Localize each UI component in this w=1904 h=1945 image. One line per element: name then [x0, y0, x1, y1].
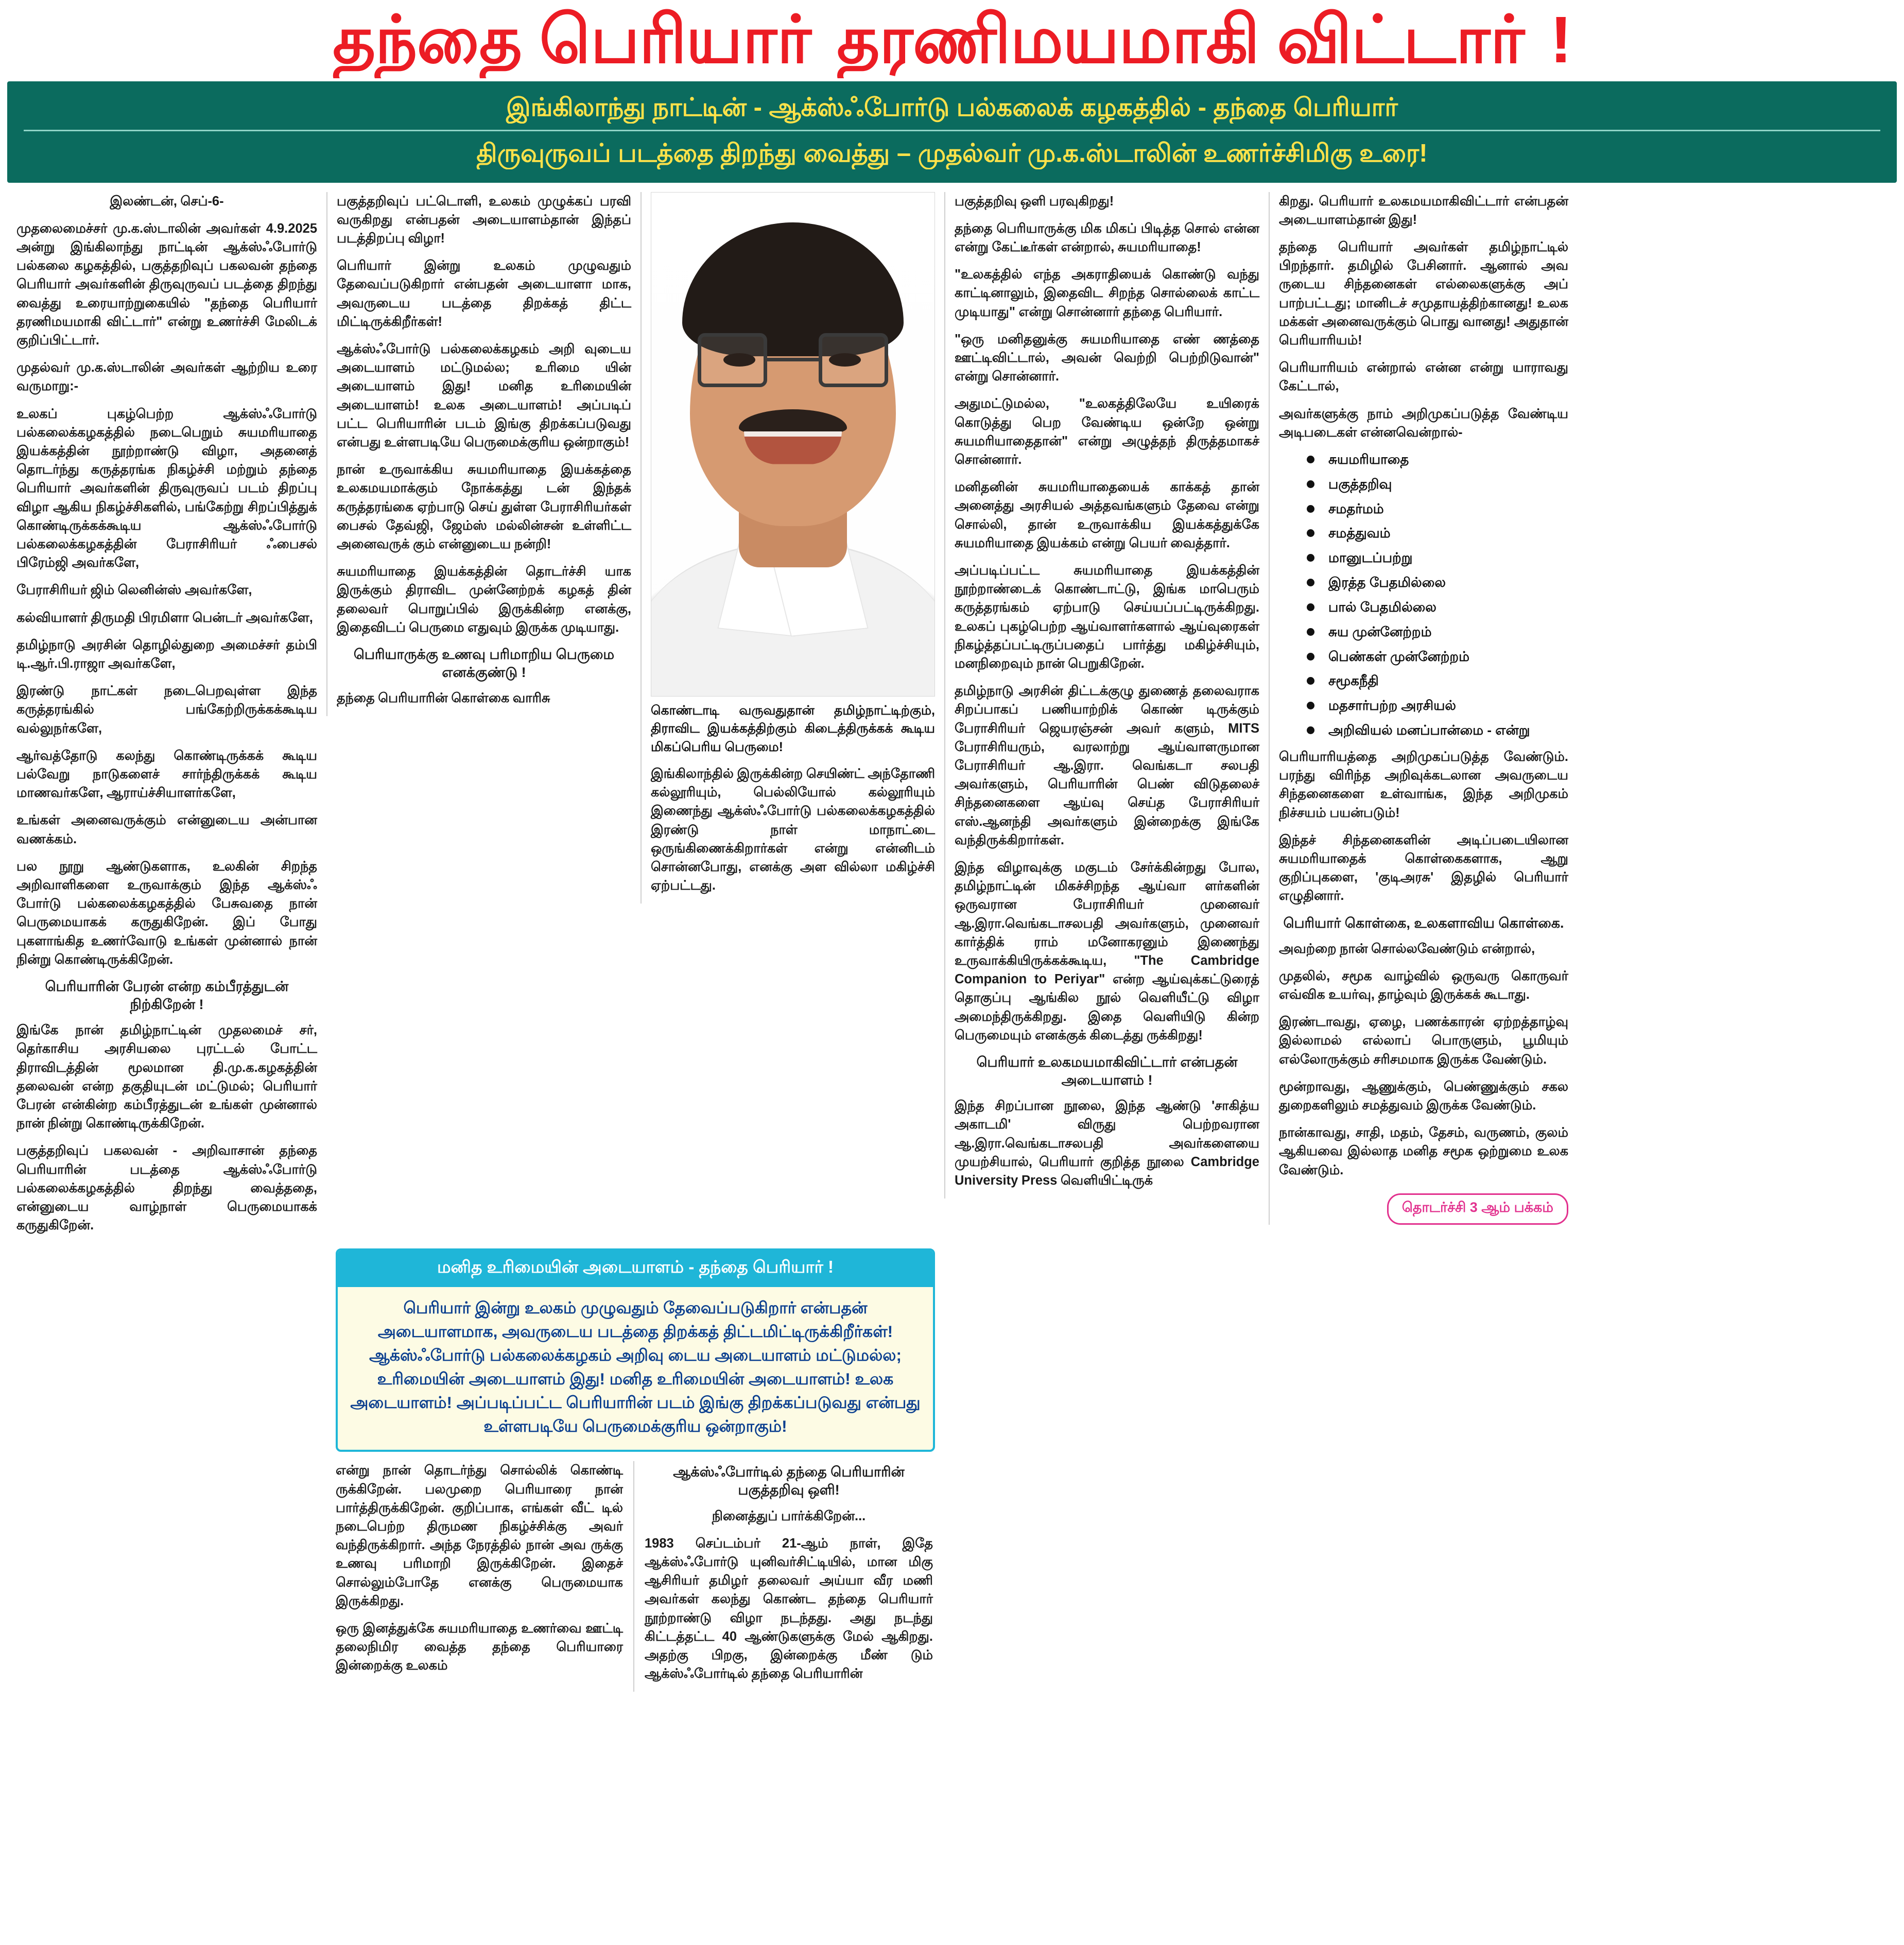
- lower-section: [7, 1240, 1897, 1692]
- banner-divider: [24, 130, 1880, 131]
- article-columns: [7, 192, 1897, 1244]
- paragraph: இந்தச் சிந்தனைகளின் அடிப்படையிலான சுயமரியாதைக் கொள்கைகளாக, ஆறு குறிப்புகளை, 'குடிஅரசு' இதழில் பெரியார் எழுதினார்.: [1279, 832, 1568, 904]
- paragraph: அப்படிப்பட்ட சுயமரியாதை இயக்கத்தின் நூற்றாண்டைக் கொண்டாட்டு, இங்க மாபெரும் கருத்தரங்கம் ஏற்பாடு செய்யப்பட்டிருக்கிறது. உலகப் புகழ்பெற்ற ஆய்வாளர்களால் ஆய்வுரைகள் நிகழ்த்தப்பட்டிருப்பதைப் பார்த்து மகிழ்ச்சியும், மனநிறைவும் நான் பெறுகிறேன்.: [955, 563, 1259, 671]
- list-item: சுய முன்னேற்றம்: [1307, 623, 1568, 641]
- highlight-box-heading: மனித உரிமையின் அடையாளம் - தந்தை பெரியார் !: [338, 1251, 933, 1287]
- subheading: பெரியாருக்கு உணவு பரிமாறிய பெருமை எனக்குண்டு !: [353, 647, 615, 681]
- banner-line-2: திருவுருவப் படத்தை திறந்து வைத்து – முதல்வர் மு.க.ஸ்டாலின் உணர்ச்சிமிகு உரை!: [476, 139, 1428, 167]
- column-3: [641, 192, 944, 904]
- paragraph: தமிழ்நாடு அரசின் திட்டக்குழு துணைத் தலைவராக சிறப்பாகப் பணியாற்றிக் கொண் டிருக்கும் பேராசிரியர் ஜெயரஞ்சன் அவர் களும், MITS பேராசிரியரும், வரலாற்று ஆய்வாளருமான பேராசிரியர் ஆ.இரா. வெங்கடா சலபதி அவர்களும், பெரியாரின் பெண் விடுதலைச் சிந்தனைகளை ஆய்வு செய்த பேராசிரியர் எஸ்.ஆனந்தி அவர்களும் இன்றைக்கு இங்கே வந்திருக்கிறார்கள்.: [955, 684, 1259, 847]
- paragraph: ஒரு இனத்துக்கே சுயமரியாதை உணர்வை ஊட்டி தலைநிமிர வைத்த தந்தை பெரியாரை இன்றைக்கு உலகம்: [336, 1621, 623, 1673]
- paragraph: நான்காவது, சாதி, மதம், தேசம், வருணம், குலம் ஆகியவை இல்லாத மனித சமூக ஒற்றுமை உலக வேண்டும்.: [1279, 1125, 1568, 1177]
- portrait-photo: [651, 192, 935, 697]
- highlight-and-lower: [326, 1240, 944, 1692]
- paragraph: பேராசிரியர் ஜிம் லெனின்ஸ் அவர்களே,: [16, 583, 252, 598]
- page-headline: தந்தை பெரியாா் தரணிமயமாகி விட்டாா் !: [332, 5, 1572, 77]
- list-item: மானுடப்பற்று: [1307, 549, 1568, 567]
- paragraph: பெரியாரியம் என்றால் என்ன என்று யாராவது கேட்டால்,: [1279, 360, 1568, 394]
- portrait-eye-right: [829, 353, 861, 367]
- list-item: சுயமரியாதை: [1307, 450, 1568, 468]
- list-item: பால் பேதமில்லை: [1307, 598, 1568, 616]
- paragraph: நான் உருவாக்கிய சுயமரியாதை இயக்கத்தை உலகமயமாக்கும் நோக்கத்து டன் இந்தக் கருத்தரங்கை ஏற்பாடு செய் துள்ள பேராசிரியர்கள் பைசல் தேவ்ஜி, ஜேம்ஸ் மல்லின்சன் உள்ளிட்ட அனைவருக் கும் என்னுடைய நன்றி!: [337, 462, 631, 551]
- highlight-box: [336, 1248, 935, 1452]
- column-2: [326, 192, 641, 717]
- column-4: [944, 192, 1269, 1199]
- paragraph: இரண்டாவது, ஏழை, பணக்காரன் ஏற்றத்தாழ்வு இல்லாமல் எல்லாப் பொருளும், பூமியும் எல்லோருக்கும் சரிசமமாக இருக்க வேண்டும்.: [1279, 1015, 1568, 1067]
- paragraph: பெரியாரியத்தை அறிமுகப்படுத்த வேண்டும். பரந்து விரிந்த அறிவுக்கடலான அவருடைய சிந்தனைகளை உள்வாங்க, இந்த அறிமுகம் நிச்சயம் பயன்படும்!: [1279, 749, 1568, 820]
- paragraph: முதல்வர் மு.க.ஸ்டாலின் அவர்கள் ஆற்றிய உரை வருமாறு:-: [16, 360, 317, 394]
- paragraph: சுயமரியாதை இயக்கத்தின் தொடர்ச்சி யாக இருக்கும் திராவிட முன்னேற்றக் கழகத் தின் தலைவர் பொறுப்பில் இருக்கின்ற எனக்கு, இதைவிடப் பெருமை எதுவும் இருக்க முடியாது.: [337, 564, 631, 635]
- paragraph: என்று நான் தொடர்ந்து சொல்லிக் கொண்டி ருக்கிறேன். பலமுறை பெரியாரை நான் பார்த்திருக்கிறேன். குறிப்பாக, எங்கள் வீட் டில் நடைபெற்ற திருமண நிகழ்ச்சிக்கு அவர் வந்திருக்கிறார். அந்த நேரத்தில் நான் அவ ருக்கு உணவு பரிமாறி இருக்கிறேன். இதைச் சொல்லும்போதே எனக்கு பெருமையாக இருக்கிறது.: [336, 1463, 623, 1608]
- column-2-lower: [336, 1461, 634, 1692]
- column-3-lower: [634, 1461, 933, 1692]
- paragraph: பல நூறு ஆண்டுகளாக, உலகின் சிறந்த அறிவாளிகளை உருவாக்கும் இந்த ஆக்ஸ்ஃ போர்டு பல்கலைக்கழகத்தில் பேசுவதை நான் பெருமையாகக் கருதுகிறேன். இப் போது புகளாங்கித உணர்வோடு உங்கள் முன்னால் நான் நின்று கொண்டிருக்கிறேன்.: [16, 859, 317, 967]
- list-item: பெண்கள் முன்னேற்றம்: [1307, 648, 1568, 666]
- column-1: [7, 192, 326, 1244]
- banner-line-1: இங்கிலாந்து நாட்டின் - ஆக்ஸ்ஃபோர்டு பல்கலைக் கழகத்தில் - தந்தை பெரியார்: [506, 94, 1398, 121]
- paragraph: மனிதனின் சுயமரியாதையைக் காக்கத் தான் அனைத்து அரசியல் அத்தவங்களும் தேவை என்று சொல்லி, தான் உருவாக்கிய இயக்கத்துக்கே சுயமரியாதை இயக்கம் என்று பெயர் வைத்தார்.: [955, 480, 1259, 550]
- paragraph: அவர்களுக்கு நாம் அறிமுகப்படுத்த வேண்டிய அடிபடைகள் என்னவென்றால்-: [1279, 406, 1568, 440]
- paragraph: உங்கள் அனைவருக்கும் என்னுடைய அன்பான வணக்கம்.: [16, 813, 317, 846]
- paragraph: ஆக்ஸ்ஃபோர்டு பல்கலைக்கழகம் அறி வுடைய அடையாளம் மட்டுமல்ல; உரிமை யின் அடையாளம் இது! மனித உரிமையின் அடையாளம்! உலக அடையாளம்! அப்படிப் பட்ட பெரியாரின் படம் இங்கு திறக்கப்படுவது என்பது உள்ளபடியே பெருமைக்குரிய ஒன்றாகும்!: [337, 341, 631, 449]
- list-item: அறிவியல் மனப்பான்மை - என்று: [1307, 721, 1568, 739]
- subheading: ஆக்ஸ்ஃபோர்டில் தந்தை பெரியாரின் பகுத்தறிவு ஒளி!: [673, 1464, 905, 1498]
- dateline: இலண்டன், செப்-6-: [110, 194, 224, 209]
- photo-caption: கொண்டாடி வருவதுதான் தமிழ்நாட்டிற்கும், திராவிட இயக்கத்திற்கும் கிடைத்திருக்கக் கூடிய மிகப்பெரிய பெருமை!: [651, 703, 935, 754]
- paragraph: தந்தை பெரியார் அவர்கள் தமிழ்நாட்டில் பிறந்தார். தமிழில் பேசினார். ஆனால் அவ ருடைய சிந்தனைகள் எல்லைகளுக்கு அப் பாற்பட்டது; மானிடச் சமுதாயத்திற்கானது! உலக மக்கள் அனைவருக்கும் பொது வானது! அதுதான் பெரியாரியம்!: [1279, 239, 1568, 348]
- list-item: பகுத்தறிவு: [1307, 475, 1568, 493]
- subheading: பெரியார் கொள்கை, உலகளாவிய கொள்கை.: [1283, 915, 1564, 931]
- paragraph: மூன்றாவது, ஆணுக்கும், பெண்ணுக்கும் சகல துறைகளிலும் சமத்துவம் இருக்க வேண்டும்.: [1279, 1079, 1568, 1113]
- continuation-wrap: [1279, 1188, 1568, 1225]
- column-1-lower: [7, 1240, 326, 1692]
- continuation-badge[interactable]: தொடர்ச்சி 3 ஆம் பக்கம்: [1387, 1193, 1568, 1225]
- list-item: சமதர்மம்: [1307, 500, 1568, 518]
- paragraph: பகுத்தறிவுப் பட்டொளி, உலகம் முழுக்கப் பரவி வருகிறது என்பதன் அடையாளம்தான் இந்தப் படத்திறப்பு விழா!: [337, 194, 631, 246]
- banner: [7, 81, 1897, 183]
- paragraph: "ஒரு மனிதனுக்கு சுயமரியாதை எண் ணத்தை ஊட்டிவிட்டால், அவன் வெற்றி பெற்றிடுவான்" என்று சொன்னார்.: [955, 332, 1259, 384]
- lower-two-columns: [336, 1461, 935, 1692]
- paragraph: உலகப் புகழ்பெற்ற ஆக்ஸ்ஃபோர்டு பல்கலைக்கழகத்தில் நடைபெறும் சுயமரியாதை இயக்கத்தின் நூற்றாண்டு விழா, அதனைத் தொடர்ந்து கருத்தரங்க நிகழ்ச்சி மற்றும் தந்தை பெரியார் அவர்களின் திருவுருவப் படம் திறப்பு விழா ஆகிய நிகழ்ச்சிகளில், பங்கேற்று சிறப்பித்துக் கொண்டிருக்கக்கூடிய ஆக்ஸ்ஃபோர்டு பல்கலைக்கழகத்தின் பேராசிரியர் ஃபைசல் பிரேம்ஜி அவர்களே,: [16, 406, 317, 570]
- periyarism-principles-list: [1279, 450, 1568, 739]
- paragraph: முதலில், சமூக வாழ்வில் ஒருவரு கொருவர் எவ்விக உயர்வு, தாழ்வும் இருக்கக் கூடாது.: [1279, 968, 1568, 1002]
- photo-figure: [651, 192, 935, 697]
- paragraph: இந்த சிறப்பான நூலை, இந்த ஆண்டு 'சாகித்ய அகாடமி' விருது பெற்றவரான ஆ.இரா.வெங்கடாசலபதி அவர்களையை முயற்சியால், பெரியார் குறித்த நூலை Cambridge University Press வெளியிட்டிருக்: [955, 1099, 1259, 1188]
- paragraph: 1983 செப்டம்பர் 21-ஆம் நாள், இதே ஆக்ஸ்ஃபோர்டு யுனிவர்சிட்டியில், மான மிகு ஆசிரியர் தமிழர் தலைவர் அய்யா வீர மணி அவர்கள் கலந்து கொண்ட தந்தை பெரியார் நூற்றாண்டு விழா நடந்தது. அது நடந்து கிட்டத்தட்ட 40 ஆண்டுகளுக்கு மேல் ஆகிறது. அதற்கு பிறகு, இன்றைக்கு மீண் டும் ஆக்ஸ்ஃபோர்டில் தந்தை பெரியாரின்: [645, 1536, 933, 1681]
- paragraph: இரண்டு நாட்கள் நடைபெறவுள்ள இந்த கருத்தரங்கில் பங்கேற்றிருக்கக்கூடிய வல்லுநர்களே,: [16, 684, 317, 736]
- list-item: சமூகநீதி: [1307, 672, 1568, 690]
- paragraph: "உலகத்தில் எந்த அகராதியைக் கொண்டு வந்து காட்டினாலும், இதைவிட சிறந்த சொல்லைக் காட்ட முடியாது" என்று சொன்னார் தந்தை பெரியார்.: [955, 267, 1259, 319]
- paragraph: முதலைமைச்சர் மு.க.ஸ்டாலின் அவர்கள் 4.9.2025 அன்று இங்கிலாந்து நாட்டின் ஆக்ஸ்ஃபோர்டு பல்கலை கழகத்தில், பகுத்தறிவுப் பகலவன் தந்தை பெரியார் அவர்களின் திருவுருவப் படத்தை திறந்து வைத்து உரையாற்றுகையில் "தந்தை பெரியார் தரணிமயமாகி விட்டார்" என்று உணர்ச்சி மேலிடக் குறிப்பிட்டார்.: [16, 221, 317, 348]
- paragraph: கிறது. பெரியார் உலகமயமாகிவிட்டார் என்பதன் அடையாளம்தான் இது!: [1279, 194, 1568, 227]
- paragraph: பகுத்தறிவு ஒளி பரவுகிறது!: [955, 194, 1114, 209]
- list-item: இரத்த பேதமில்லை: [1307, 574, 1568, 592]
- paragraph: ஆர்வத்தோடு கலந்து கொண்டிருக்கக் கூடிய பல்வேறு நாடுகளைச் சார்ந்திருக்கக் கூடிய மாணவர்களே, ஆராய்ச்சியாளர்களே,: [16, 748, 317, 801]
- paragraph: நினைத்துப் பார்க்கிறேன்...: [712, 1508, 866, 1523]
- highlight-box-text: பெரியார் இன்று உலகம் முழுவதும் தேவைப்படுகிறார் என்பதன் அடையாளமாக, அவருடைய படத்தை திறக்கத் திட்டமிட்டிருக்கிறீர்கள்! ஆக்ஸ்ஃபோர்டு பல்கலைக்கழகம் அறிவு டைய அடையாளம் மட்டுமல்ல; உரிமையின் அடையாளம் இது! மனித உரிமையின் அடையாளம்! உலக அடையாளம்! அப்படிப்பட்ட பெரியாரின் படம் இங்கு திறக்கப்படுவது என்பது உள்ளபடியே பெருமைக்குரிய ஒன்றாகும்!: [350, 1298, 921, 1436]
- list-item: மதசார்பற்ற அரசியல்: [1307, 697, 1568, 715]
- paragraph: இந்த விழாவுக்கு மகுடம் சேர்க்கின்றது போல, தமிழ்நாட்டின் மிகச்சிறந்த ஆய்வா ளர்களின் ஒருவரான பேராசிரியர் முனைவர் ஆ.இரா.வெங்கடாசலபதி அவர்களும், முனைவர் கார்த்திக் ராம் மனோகரனும் இணைந்து உருவாக்கியிருக்கக்கூடிய, "The Cambridge Companion to Periyar" என்ற ஆய்வுக்கட்டுரைத் தொகுப்பு ஆங்கில நூல் வெளியீட்டு விழா அமைந்திருக்கிறது. இதை வெளியிடு கின்ற பெருமையும் எனக்குக் கிடைத்து ருக்கிறது!: [955, 860, 1259, 1043]
- paragraph: கல்வியாளர் திருமதி பிரமிளா பென்டர் அவர்களே,: [16, 610, 313, 625]
- column-5: [1269, 192, 1578, 1225]
- paragraph: அவற்றை நான் சொல்லவேண்டும் என்றால்,: [1279, 941, 1535, 956]
- paragraph: தமிழ்நாடு அரசின் தொழில்துறை அமைச்சர் தம்பி டி.ஆர்.பி.ராஜா அவர்களே,: [16, 637, 317, 671]
- paragraph: தந்தை பெரியாருக்கு மிக மிகப் பிடித்த சொல் என்ன என்று கேட்டீர்கள் என்றால், சுயமரியாதை!: [955, 221, 1259, 254]
- subheading: பெரியார் உலகமயமாகிவிட்டார் என்பதன் அடையாளம் !: [976, 1054, 1238, 1088]
- portrait-glasses-bridge: [767, 358, 819, 361]
- paragraph: அதுமட்டுமல்ல, "உலகத்திலேயே உயிரைக் கொடுத்து பெற வேண்டிய ஒன்றே ஒன்று சுயமரியாதைதான்" என்று அழுத்தந் திருத்தமாகச் சொன்னார்.: [955, 396, 1259, 467]
- paragraph: பகுத்தறிவுப் பகலவன் - அறிவாசான் தந்தை பெரியாரின் படத்தை ஆக்ஸ்ஃபோர்டு பல்கலைக்கழகத்தில் திறந்து வைத்ததை, என்னுடைய வாழ்நாள் பெருமையாகக் கருதுகிறேன்.: [16, 1143, 317, 1233]
- portrait-eye-left: [723, 353, 755, 367]
- paragraph: தந்தை பெரியாரின் கொள்கை வாரிசு: [337, 691, 550, 706]
- subheading: பெரியாரின் பேரன் என்ற கம்பீரத்துடன் நிற்கிறேன் !: [45, 979, 289, 1013]
- paragraph: பெரியார் இன்று உலகம் முழுவதும் தேவைப்படுகிறார் என்பதன் அடையாளா மாக, அவருடைய படத்தை திறக்கத் திட்ட மிட்டிருக்கிறீர்கள்!: [337, 258, 631, 329]
- paragraph: இங்கிலாந்தில் இருக்கின்ற செயிண்ட் அந்தோணி கல்லூரியும், பெல்லியோல் கல்லூரியும் இணைந்து ஆக்ஸ்ஃபோர்டு பல்கலைக்கழகத்தில் இரண்டு நாள் மாநாட்டை ஒருங்கிணைக்கிறார்கள் என்று என்னிடம் சொன்னபோது, எனக்கு அள வில்லா மகிழ்ச்சி ஏற்பட்டது.: [651, 767, 935, 893]
- list-item: சமத்துவம்: [1307, 524, 1568, 542]
- paragraph: இங்கே நான் தமிழ்நாட்டின் முதலமைச் சர், தெர்காசிய அரசியலை புரட்டல் போட்ட திராவிடத்தின் மூலமான தி.மு.க.கழகத்தின் தலைவன் என்ற தகுதியுடன் மட்டுமல்; பெரியார் பேரன் என்கின்ற கம்பீரத்துடன் உங்கள் முன்னால் நான் நின்று கொண்டிருக்கிறேன்.: [16, 1023, 317, 1131]
